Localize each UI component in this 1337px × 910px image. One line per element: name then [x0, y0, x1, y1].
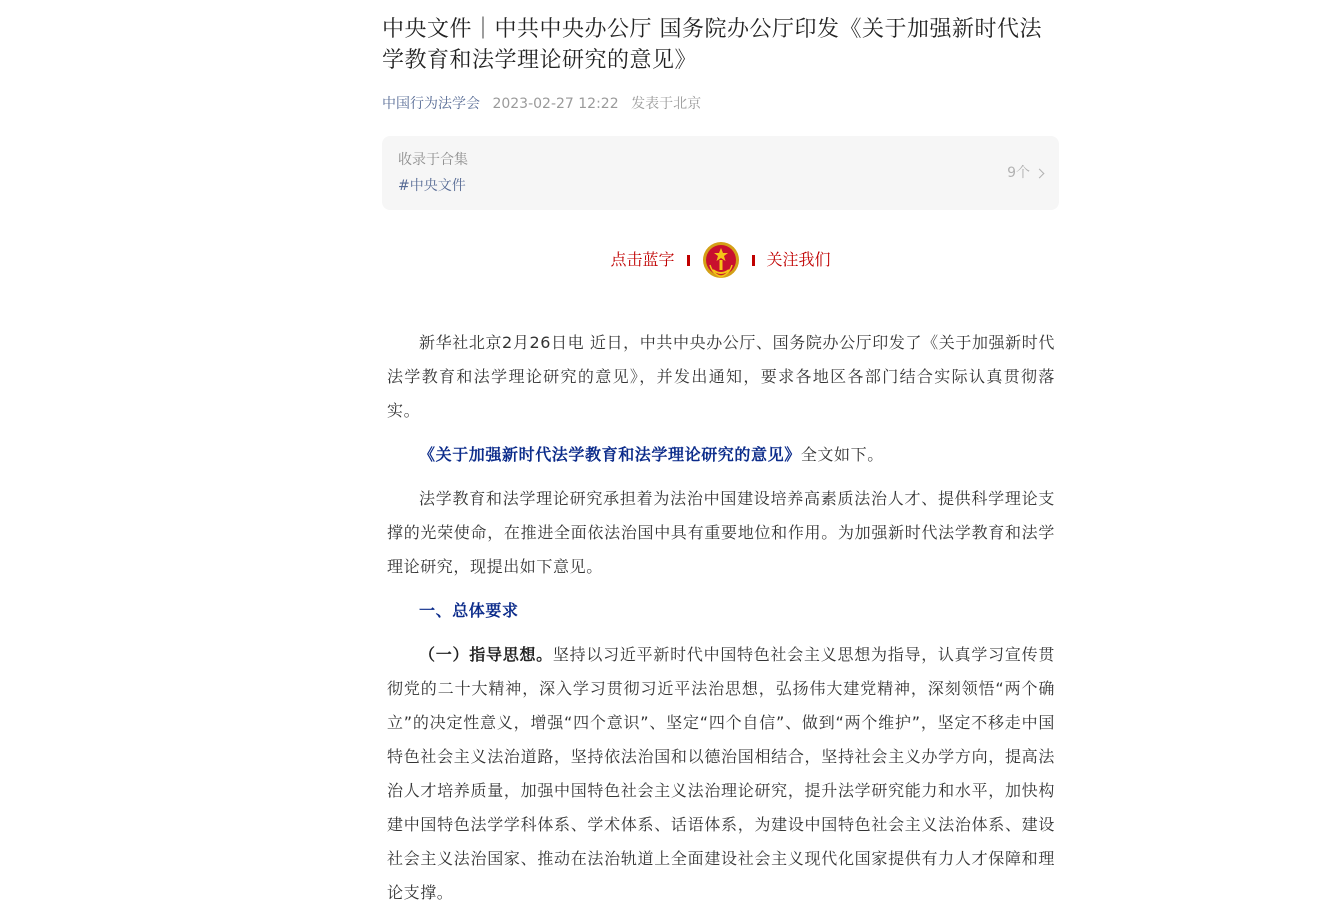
- follow-left-text: 点击蓝字: [610, 250, 675, 269]
- paragraph-guiding-thought: [387, 638, 1055, 910]
- chevron-right-icon: [1035, 168, 1045, 178]
- collection-tag[interactable]: #中央文件: [398, 178, 466, 194]
- publish-date: 2023-02-27 12:22: [492, 96, 619, 112]
- article-title: 中央文件｜中共中央办公厅 国务院办公厅印发《关于加强新时代法学教育和法学理论研究的意见》: [382, 17, 1042, 73]
- paragraph-lead: （一）指导思想。: [419, 645, 553, 664]
- court-emblem-icon: [702, 239, 740, 281]
- author-link[interactable]: 中国行为法学会: [382, 96, 480, 112]
- collection-card[interactable]: [382, 136, 1059, 210]
- section-heading-text: 一、总体要求: [419, 601, 519, 620]
- paragraph-preamble: [387, 482, 1055, 584]
- paragraph-text: 法学教育和法学理论研究承担着为法治中国建设培养高素质法治人才、提供科学理论支撑的光荣使命，在推进全面依法治国中具有重要地位和作用。为加强新时代法学教育和法学理论研究，现提出如下意见。: [387, 489, 1055, 576]
- divider-bar-right: [752, 255, 755, 266]
- paragraph-text: 全文如下。: [800, 445, 884, 464]
- article-header: [382, 0, 1059, 284]
- paragraph-text: 坚持以习近平新时代中国特色社会主义思想为指导，认真学习宣传贯彻党的二十大精神，深入学习贯彻习近平法治思想，弘扬伟大建党精神，深刻领悟“两个确立”的决定性意义，增强“四个意识”、坚定“四个自信”、做到“两个维护”，坚定不移走中国特色社会主义法治道路，坚持依法治国和以德治国相结合，坚持社会主义办学方向，提高法治人才培养质量，加强中国特色社会主义法治理论研究，提升法学研究能力和水平，加快构建中国特色法学学科体系、学术体系、话语体系，为建设中国特色社会主义法治体系、建设社会主义法治国家、推动在法治轨道上全面建设社会主义现代化国家提供有力人才保障和理论支撑。: [387, 645, 1055, 902]
- collection-count-text: 9个: [1007, 165, 1030, 181]
- follow-right-text: 关注我们: [766, 250, 831, 269]
- collection-label: 收录于合集: [398, 152, 468, 168]
- divider-bar-left: [687, 255, 690, 266]
- paragraph-text: 新华社北京2月26日电 近日，中共中央办公厅、国务院办公厅印发了《关于加强新时代法学教育和法学理论研究的意见》，并发出通知，要求各地区各部门结合实际认真贯彻落实。: [387, 333, 1055, 420]
- collection-count[interactable]: [1007, 163, 1043, 183]
- follow-banner: [382, 236, 1059, 284]
- article-meta: [382, 94, 1059, 114]
- section-heading-1: [387, 594, 1055, 628]
- paragraph-intro: [387, 326, 1055, 428]
- paragraph-fulltext-intro: [387, 438, 1055, 472]
- document-title-link: 《关于加强新时代法学教育和法学理论研究的意见》: [419, 445, 801, 464]
- publish-location: 发表于北京: [631, 96, 702, 112]
